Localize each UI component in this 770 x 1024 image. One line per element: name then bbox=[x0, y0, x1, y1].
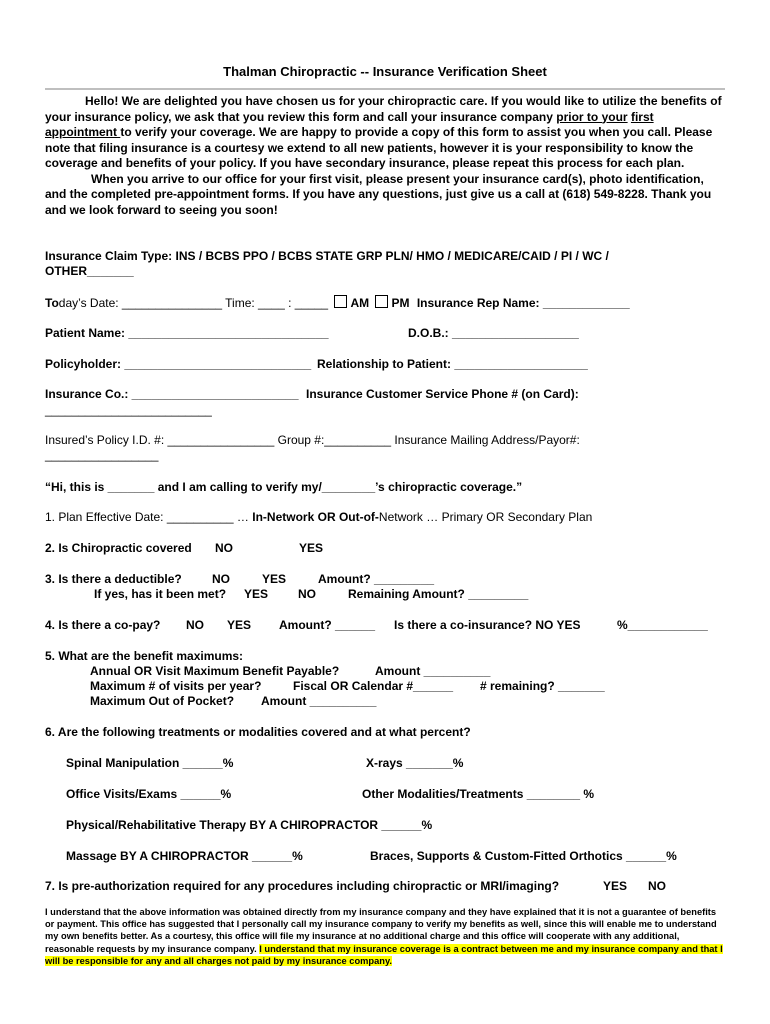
date-row bbox=[45, 295, 630, 311]
q5-annual-amount[interactable]: Amount __________ bbox=[375, 664, 491, 678]
q6-spinal[interactable]: Spinal Manipulation ______% bbox=[66, 756, 234, 770]
q5-annual-max: Annual OR Visit Maximum Benefit Payable? bbox=[90, 664, 340, 678]
q5-max-oop: Maximum Out of Pocket? bbox=[90, 694, 235, 708]
q3-yes-option[interactable]: YES bbox=[262, 572, 287, 586]
q5-remaining[interactable]: # remaining? _______ bbox=[480, 679, 605, 693]
q3-no-option[interactable]: NO bbox=[212, 572, 230, 586]
q1-effective-date[interactable]: 1. Plan Effective Date: __________ … bbox=[45, 510, 253, 524]
relationship-field[interactable]: Relationship to Patient: ____________________ bbox=[317, 357, 588, 371]
q2-row bbox=[45, 541, 324, 556]
patient-name-field[interactable]: Patient Name: ______________________________ bbox=[45, 326, 329, 340]
q1-row bbox=[45, 510, 592, 525]
q6-massage[interactable]: Massage BY A CHIROPRACTOR ______% bbox=[66, 849, 303, 863]
page-title: Thalman Chiropractic -- Insurance Verification Sheet bbox=[223, 64, 547, 79]
am-label: AM bbox=[350, 296, 370, 310]
intro-p1-text-b: to verify your coverage. We are happy to provide a copy of this form to assist you when you call. Please note that filing insurance is a courtesy we extend to all new patients, however it is your responsibility to know the coverage and benefits of your policy. If you have secondary insurance, please repeat this process for each plan. bbox=[45, 125, 713, 170]
q6-office[interactable]: Office Visits/Exams ______% bbox=[66, 787, 232, 801]
pm-checkbox[interactable] bbox=[375, 295, 388, 308]
intro-paragraph-2: When you arrive to our office for your first visit, please present your insurance card(s), photo identification, and the completed pre-appointment forms. If you have any questions, just give us a call at (618) 549-8228. Thank you and we look forward to seeing you soon! bbox=[45, 171, 712, 217]
am-checkbox[interactable] bbox=[334, 295, 347, 308]
q7-row bbox=[45, 879, 666, 894]
q2-yes-option[interactable]: YES bbox=[299, 541, 324, 555]
q3-met-no[interactable]: NO bbox=[298, 587, 316, 601]
q4-no-option[interactable]: NO bbox=[186, 618, 204, 632]
q5-question: 5. What are the benefit maximums: bbox=[45, 649, 244, 663]
q6-xrays[interactable]: X-rays _______% bbox=[366, 756, 464, 770]
q6-other[interactable]: Other Modalities/Treatments ________ % bbox=[362, 787, 595, 801]
acknowledgement-text bbox=[45, 906, 725, 967]
q6-physical[interactable]: Physical/Rehabilitative Therapy BY A CHIROPRACTOR ______% bbox=[66, 818, 433, 832]
call-script: “Hi, this is _______ and I am calling to verify my/________’s chiropractic coverage.” bbox=[45, 480, 523, 494]
q3-remaining-field[interactable]: Remaining Amount? _________ bbox=[348, 587, 529, 601]
q3-question: 3. Is there a deductible? bbox=[45, 572, 182, 586]
acknowledgement-highlight: I understand that my insurance coverage is a contract between me and my insurance company and that I will be responsible for any and all charges not paid by my insurance company. bbox=[45, 943, 723, 966]
q4-amount-field[interactable]: Amount? ______ bbox=[279, 618, 376, 632]
policyholder-field[interactable]: Policyholder: ____________________________ bbox=[45, 357, 312, 371]
q4-question: 4. Is there a co-pay? bbox=[45, 618, 161, 632]
q4-percent-field[interactable]: %____________ bbox=[617, 618, 708, 632]
q3-amount-field[interactable]: Amount? _________ bbox=[318, 572, 435, 586]
acknowledgement-body: I understand that the above information was obtained directly from my insurance company and they have explained that it is not a guarantee of benefits or payment. This office has suggested that I personally call my insurance company to verify my benefits as well, since this will enable me to understand my own benefits better. As a courtesy, this office will file my insurance at no additional charge and this office will cooperate with any additional, reasonable requests by my insurance company. bbox=[45, 907, 717, 954]
payor-field[interactable]: _________________ bbox=[45, 448, 159, 462]
customer-service-phone-field[interactable]: _________________________ bbox=[45, 403, 212, 417]
q3-met-yes[interactable]: YES bbox=[244, 587, 269, 601]
q5-oop-amount[interactable]: Amount __________ bbox=[261, 694, 377, 708]
intro-paragraph-1 bbox=[45, 94, 725, 172]
insurance-company-field[interactable]: Insurance Co.: _________________________ bbox=[45, 387, 299, 401]
q4-row bbox=[45, 618, 708, 633]
date-label-bold: To bbox=[45, 296, 59, 310]
title-divider bbox=[45, 88, 725, 90]
q1-network-bold: In-Network OR Out-of- bbox=[252, 510, 379, 524]
q3-met-question: If yes, has it been met? bbox=[94, 587, 227, 601]
q3-row bbox=[45, 572, 435, 587]
q2-question: 2. Is Chiropractic covered bbox=[45, 541, 192, 555]
pm-label: PM bbox=[391, 296, 410, 310]
claim-type-line-1: Insurance Claim Type: INS / BCBS PPO / BCBS STATE GRP PLN/ HMO / MEDICARE/CAID / PI / WC / bbox=[45, 249, 609, 263]
q1-network-rest: Network … Primary OR Secondary Plan bbox=[378, 510, 593, 524]
q6-question: 6. Are the following treatments or modalities covered and at what percent? bbox=[45, 725, 471, 739]
date-time-field[interactable]: day’s Date: _______________ Time: ____ : _____ bbox=[58, 296, 329, 310]
q4-yes-option[interactable]: YES bbox=[227, 618, 252, 632]
insurance-rep-field[interactable]: Insurance Rep Name: _____________ bbox=[416, 296, 630, 310]
customer-service-phone-label: Insurance Customer Service Phone # (on Card): bbox=[306, 387, 579, 401]
q4-coinsurance[interactable]: Is there a co-insurance? NO YES bbox=[394, 618, 581, 632]
policy-id-row[interactable]: Insured’s Policy I.D. #: ________________ Group #:__________ Insurance Mailing Address/Payor#: bbox=[45, 433, 580, 447]
intro-text bbox=[45, 94, 725, 218]
q5-fiscal-calendar[interactable]: Fiscal OR Calendar #______ bbox=[293, 679, 454, 693]
intro-p1-text-a: Hello! We are delighted you have chosen us for your chiropractic care. If you would like to utilize the benefits of your insurance policy, we ask that you review this form and call your insurance company bbox=[45, 94, 722, 124]
q5-max-visits: Maximum # of visits per year? bbox=[90, 679, 262, 693]
claim-type-line-2[interactable]: OTHER_______ bbox=[45, 264, 134, 278]
q7-yes-option[interactable]: YES bbox=[603, 879, 628, 893]
q7-no-option[interactable]: NO bbox=[648, 879, 666, 893]
q2-no-option[interactable]: NO bbox=[215, 541, 233, 555]
q7-question: 7. Is pre-authorization required for any procedures including chiropractic or MRI/imaging? bbox=[45, 879, 560, 893]
intro-p1-underline-1: prior to your bbox=[556, 109, 628, 124]
q6-braces[interactable]: Braces, Supports & Custom-Fitted Orthotics ______% bbox=[370, 849, 677, 863]
dob-field[interactable]: D.O.B.: ___________________ bbox=[408, 326, 579, 340]
intro-p1-underline-2: first appointment bbox=[45, 109, 654, 139]
